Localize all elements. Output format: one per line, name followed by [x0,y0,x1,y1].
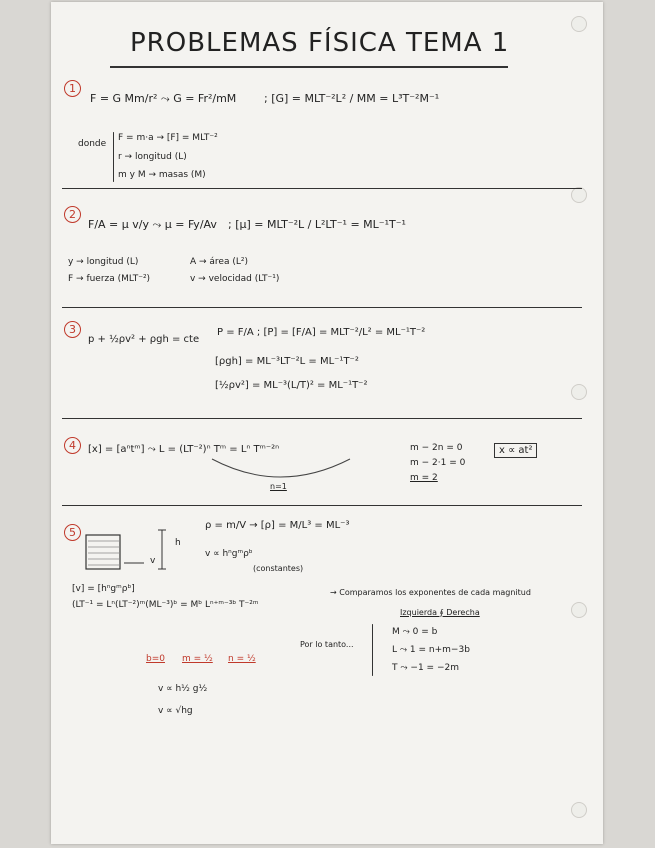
annotation: → Comparamos los exponentes de cada magnitud [330,588,531,597]
result: b=0 [146,654,165,664]
text-line: y → longitud (L) [68,257,139,267]
equation-line: p + ½ρv² + ρgh = cte [88,334,200,345]
punch-hole [571,802,587,818]
annotation: Izquierda ∮ Derecha [400,608,480,617]
equation-line: ; [μ] = MLT⁻²L / L²LT⁻¹ = ML⁻¹T⁻¹ [228,218,406,231]
text-line: m y M → masas (M) [118,170,206,180]
equation-line: [x] = [aⁿtᵐ] ⤳ L = (LT⁻²)ⁿ Tᵐ = Lⁿ Tᵐ⁻²ⁿ [88,444,280,455]
tank-sketch [84,525,174,575]
brace [113,132,114,182]
equation-line: m − 2·1 = 0 [410,458,466,468]
page-title: PROBLEMAS FÍSICA TEMA 1 [130,28,510,58]
divider [62,307,582,308]
annotation: n=1 [270,482,287,491]
sketch-label-v: v [150,556,156,566]
text-line: donde [78,139,107,149]
equation-line: M ⤳ 0 = b [392,627,438,637]
text-line: v → velocidad (LT⁻¹) [190,274,280,284]
text-line: F = m·a → [F] = MLT⁻² [118,133,218,143]
punch-hole [571,16,587,32]
problem-number-5: 5 [64,524,81,541]
punch-hole [571,602,587,618]
problem-number-4: 4 [64,437,81,454]
annotation: (constantes) [253,564,304,573]
problem-number-3: 3 [64,321,81,338]
result-box: x ∝ at² [494,443,537,458]
text-line: F → fuerza (MLT⁻²) [68,274,151,284]
divider [62,505,582,506]
equation-line: ; [G] = MLT⁻²L² / MM = L³T⁻²M⁻¹ [264,92,440,105]
divider [62,188,582,189]
equation-line: P = F/A ; [P] = [F/A] = MLT⁻²/L² = ML⁻¹T⁻² [217,327,426,338]
punch-hole [571,384,587,400]
annotation: Por lo tanto... [300,640,354,649]
equation-line: [½ρv²] = ML⁻³(L/T)² = ML⁻¹T⁻² [215,380,368,391]
equation-line: [ρgh] = ML⁻³LT⁻²L = ML⁻¹T⁻² [215,356,359,367]
equation-line: ρ = m/V → [ρ] = M/L³ = ML⁻³ [205,520,350,531]
equation-line: m − 2n = 0 [410,443,463,453]
equation-line: L ⤳ 1 = n+m−3b [392,645,470,655]
text-line: r → longitud (L) [118,152,187,162]
divider [62,418,582,419]
equation-line: m = 2 [410,473,438,483]
equation-line: (LT⁻¹ = Lⁿ(LT⁻²)ᵐ(ML⁻³)ᵇ = Mᵇ Lⁿ⁺ᵐ⁻³ᵇ T⁻²ᵐ [72,600,259,610]
text-line: A → área (L²) [190,257,248,267]
brace [372,624,373,676]
sketch-label-h: h [175,538,181,548]
equation-line: [v] = [hⁿgᵐρᵇ] [72,584,135,594]
equation-line: F = G Mm/r² ⤳ G = Fr²/mM [90,92,237,105]
paper-sheet [51,2,603,844]
problem-number-2: 2 [64,206,81,223]
problem-number-1: 1 [64,80,81,97]
equation-line: F/A = μ v/y ⤳ μ = Fy/Av [88,218,217,231]
result: m = ½ [182,654,213,664]
equation-line: v ∝ h½ g½ [158,684,208,694]
equation-line: T ⤳ −1 = −2m [392,663,459,673]
result: n = ½ [228,654,256,664]
punch-hole [571,187,587,203]
equation-line: v ∝ hⁿgᵐρᵇ [205,549,253,559]
equation-line: v ∝ √hg [158,706,193,716]
connector-arc [200,455,390,495]
title-underline [110,66,508,68]
